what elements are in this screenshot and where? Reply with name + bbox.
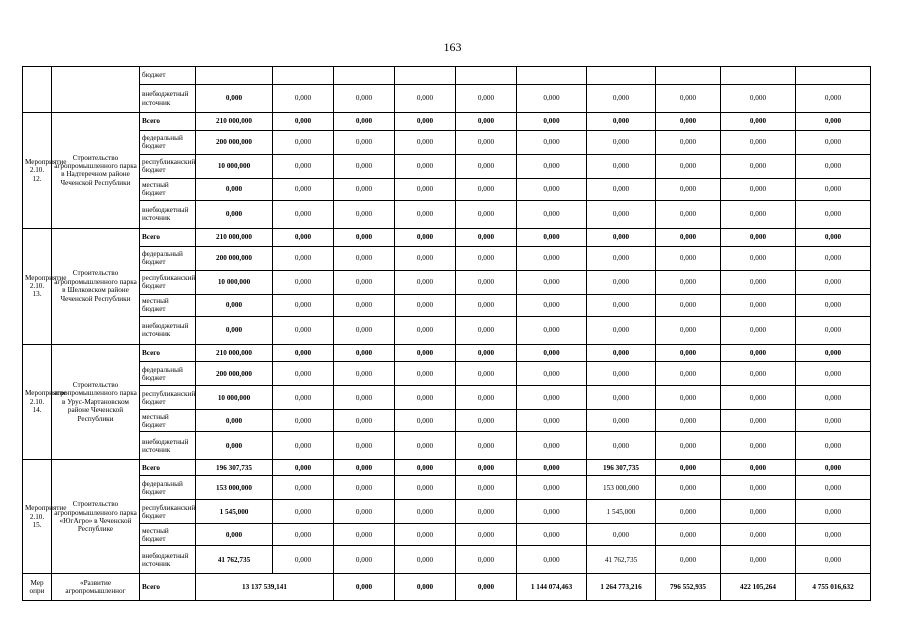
value-cell: 0,000 (196, 294, 273, 316)
value-cell: 0,000 (517, 460, 587, 476)
value-cell: 0,000 (517, 228, 587, 246)
table-row (23, 344, 871, 362)
value-cell: 0,000 (273, 476, 334, 500)
value-cell: 0,000 (721, 294, 796, 316)
value-cell: 210 000,000 (196, 228, 273, 246)
value-cell: 0,000 (656, 270, 721, 294)
table-row (23, 85, 871, 113)
value-cell: 0,000 (273, 228, 334, 246)
value-cell: 0,000 (395, 574, 456, 600)
value-cell: 0,000 (796, 524, 871, 546)
funding-source-cell: внебюджетный источник (140, 200, 196, 228)
value-cell: 0,000 (334, 432, 395, 460)
value-cell: 0,000 (796, 500, 871, 524)
measure-name-cell: Строительство агропромышленного парка в Шелковском районе Чеченской Республики (52, 228, 140, 344)
table-row (23, 362, 871, 386)
value-cell: 0,000 (395, 476, 456, 500)
value-cell: 0,000 (456, 362, 517, 386)
funding-source-cell: республиканский бюджет (140, 270, 196, 294)
value-cell (517, 67, 587, 85)
value-cell: 0,000 (395, 270, 456, 294)
value-cell: 0,000 (395, 410, 456, 432)
page-number: 163 (443, 40, 462, 54)
value-cell: 0,000 (196, 524, 273, 546)
value-cell: 0,000 (334, 154, 395, 178)
value-cell: 1 545,000 (587, 500, 656, 524)
value-cell: 0,000 (196, 432, 273, 460)
value-cell: 0,000 (587, 113, 656, 131)
value-cell: 0,000 (196, 178, 273, 200)
value-cell: 0,000 (334, 228, 395, 246)
value-cell (395, 67, 456, 85)
value-cell: 10 000,000 (196, 386, 273, 410)
value-cell: 1 545,000 (196, 500, 273, 524)
value-cell: 0,000 (721, 410, 796, 432)
value-cell: 0,000 (656, 500, 721, 524)
value-cell: 0,000 (273, 386, 334, 410)
value-cell: 0,000 (334, 200, 395, 228)
value-cell: 0,000 (334, 130, 395, 154)
value-cell: 0,000 (796, 200, 871, 228)
value-cell: 0,000 (395, 246, 456, 270)
table-row (23, 460, 871, 476)
value-cell: 0,000 (721, 228, 796, 246)
value-cell: 1 144 074,463 (517, 574, 587, 600)
value-cell (721, 67, 796, 85)
table-row (23, 67, 871, 85)
value-cell: 0,000 (796, 410, 871, 432)
funding-source-cell: местный бюджет (140, 524, 196, 546)
table-row (23, 154, 871, 178)
value-cell: 0,000 (395, 130, 456, 154)
value-cell: 0,000 (395, 85, 456, 113)
value-cell: 0,000 (456, 130, 517, 154)
value-cell: 4 755 016,632 (796, 574, 871, 600)
value-cell: 0,000 (273, 294, 334, 316)
value-cell: 0,000 (196, 316, 273, 344)
value-cell: 0,000 (721, 546, 796, 574)
value-cell: 0,000 (721, 154, 796, 178)
value-cell: 0,000 (456, 228, 517, 246)
value-cell: 0,000 (196, 200, 273, 228)
value-cell: 0,000 (334, 476, 395, 500)
value-cell: 0,000 (334, 294, 395, 316)
value-cell: 0,000 (796, 154, 871, 178)
value-cell: 0,000 (656, 410, 721, 432)
value-cell: 0,000 (456, 246, 517, 270)
value-cell: 0,000 (721, 130, 796, 154)
value-cell: 0,000 (721, 113, 796, 131)
value-cell: 0,000 (656, 178, 721, 200)
value-cell: 0,000 (656, 524, 721, 546)
value-cell: 0,000 (395, 154, 456, 178)
measure-id-cell (23, 67, 52, 113)
value-cell: 0,000 (334, 270, 395, 294)
value-cell: 0,000 (721, 460, 796, 476)
value-cell: 0,000 (395, 386, 456, 410)
value-cell: 0,000 (587, 432, 656, 460)
value-cell: 13 137 539,141 (196, 574, 334, 600)
funding-source-cell: Всего (140, 460, 196, 476)
value-cell: 0,000 (395, 432, 456, 460)
value-cell: 0,000 (587, 410, 656, 432)
table-row (23, 524, 871, 546)
funding-source-cell: внебюджетный источник (140, 316, 196, 344)
value-cell: 0,000 (395, 460, 456, 476)
table-row (23, 432, 871, 460)
value-cell: 0,000 (456, 432, 517, 460)
value-cell: 0,000 (587, 344, 656, 362)
value-cell: 0,000 (273, 524, 334, 546)
value-cell: 0,000 (587, 386, 656, 410)
value-cell: 41 762,735 (196, 546, 273, 574)
funding-source-cell: Всего (140, 344, 196, 362)
value-cell: 0,000 (273, 113, 334, 131)
value-cell: 0,000 (273, 270, 334, 294)
value-cell: 0,000 (456, 178, 517, 200)
value-cell: 0,000 (395, 178, 456, 200)
value-cell: 196 307,735 (587, 460, 656, 476)
value-cell: 0,000 (334, 316, 395, 344)
funding-source-cell: внебюджетный источник (140, 85, 196, 113)
value-cell: 0,000 (721, 200, 796, 228)
value-cell: 0,000 (587, 154, 656, 178)
value-cell: 0,000 (334, 246, 395, 270)
value-cell: 0,000 (796, 546, 871, 574)
value-cell: 0,000 (656, 246, 721, 270)
value-cell: 0,000 (656, 386, 721, 410)
value-cell: 200 000,000 (196, 246, 273, 270)
funding-source-cell: Всего (140, 574, 196, 600)
value-cell: 0,000 (517, 546, 587, 574)
value-cell: 196 307,735 (196, 460, 273, 476)
value-cell: 10 000,000 (196, 270, 273, 294)
value-cell: 0,000 (587, 200, 656, 228)
value-cell: 0,000 (395, 113, 456, 131)
value-cell: 0,000 (796, 386, 871, 410)
value-cell: 0,000 (721, 476, 796, 500)
value-cell: 0,000 (456, 113, 517, 131)
value-cell: 0,000 (517, 154, 587, 178)
value-cell (273, 67, 334, 85)
value-cell: 0,000 (656, 344, 721, 362)
value-cell: 0,000 (456, 294, 517, 316)
value-cell: 0,000 (334, 524, 395, 546)
measure-name-cell: Строительство агропромышленного парка «ЮгАгро» в Чеченской Республике (52, 460, 140, 574)
funding-source-cell: местный бюджет (140, 294, 196, 316)
table-row (23, 500, 871, 524)
value-cell: 0,000 (721, 246, 796, 270)
value-cell: 0,000 (796, 316, 871, 344)
value-cell (796, 67, 871, 85)
value-cell: 0,000 (456, 524, 517, 546)
value-cell: 0,000 (334, 460, 395, 476)
value-cell: 0,000 (587, 130, 656, 154)
value-cell: 0,000 (796, 344, 871, 362)
value-cell: 0,000 (587, 524, 656, 546)
value-cell: 0,000 (721, 362, 796, 386)
value-cell: 0,000 (334, 546, 395, 574)
value-cell (456, 67, 517, 85)
value-cell: 0,000 (517, 344, 587, 362)
value-cell: 0,000 (395, 500, 456, 524)
value-cell: 153 000,000 (587, 476, 656, 500)
measure-id-cell: Мероприятие 2.10. 12. (23, 113, 52, 229)
value-cell: 0,000 (273, 246, 334, 270)
value-cell: 0,000 (517, 432, 587, 460)
measure-name-cell: «Развитие агропромышленног (52, 574, 140, 600)
value-cell: 0,000 (456, 344, 517, 362)
funding-source-cell: республиканский бюджет (140, 500, 196, 524)
value-cell: 0,000 (721, 386, 796, 410)
budget-table (22, 66, 871, 601)
value-cell: 0,000 (796, 362, 871, 386)
measure-id-cell: Мероприятие 2.10. 14. (23, 344, 52, 460)
table-row (23, 200, 871, 228)
value-cell: 41 762,735 (587, 546, 656, 574)
value-cell: 0,000 (273, 410, 334, 432)
value-cell: 200 000,000 (196, 362, 273, 386)
value-cell: 0,000 (273, 85, 334, 113)
value-cell: 0,000 (334, 574, 395, 600)
value-cell: 0,000 (517, 410, 587, 432)
value-cell: 0,000 (517, 178, 587, 200)
value-cell: 0,000 (721, 85, 796, 113)
value-cell: 0,000 (517, 524, 587, 546)
value-cell: 0,000 (456, 316, 517, 344)
value-cell: 0,000 (273, 200, 334, 228)
value-cell: 0,000 (456, 386, 517, 410)
funding-source-cell: внебюджетный источник (140, 432, 196, 460)
value-cell: 0,000 (587, 294, 656, 316)
value-cell: 0,000 (656, 546, 721, 574)
value-cell: 0,000 (587, 316, 656, 344)
value-cell: 0,000 (273, 546, 334, 574)
value-cell: 0,000 (334, 386, 395, 410)
value-cell (656, 67, 721, 85)
value-cell: 0,000 (796, 432, 871, 460)
table-row (23, 294, 871, 316)
table-row (23, 410, 871, 432)
value-cell: 1 264 773,216 (587, 574, 656, 600)
table-row (23, 130, 871, 154)
value-cell: 0,000 (517, 362, 587, 386)
value-cell: 0,000 (656, 154, 721, 178)
table-row (23, 546, 871, 574)
value-cell: 0,000 (796, 228, 871, 246)
value-cell: 0,000 (656, 228, 721, 246)
funding-source-cell: республиканский бюджет (140, 386, 196, 410)
measure-id-cell: Мероприятие 2.10. 15. (23, 460, 52, 574)
value-cell: 0,000 (721, 524, 796, 546)
value-cell: 0,000 (456, 410, 517, 432)
value-cell: 0,000 (273, 460, 334, 476)
value-cell: 0,000 (273, 154, 334, 178)
value-cell: 0,000 (587, 270, 656, 294)
value-cell: 0,000 (656, 460, 721, 476)
value-cell: 0,000 (721, 270, 796, 294)
value-cell: 0,000 (721, 316, 796, 344)
funding-source-cell: местный бюджет (140, 178, 196, 200)
value-cell: 0,000 (273, 362, 334, 386)
value-cell: 0,000 (517, 386, 587, 410)
value-cell: 0,000 (395, 344, 456, 362)
value-cell: 0,000 (796, 130, 871, 154)
value-cell: 0,000 (721, 432, 796, 460)
value-cell: 0,000 (517, 294, 587, 316)
measure-name-cell: Строительство агропромышленного парка в Урус-Мартановском районе Чеченской Республики (52, 344, 140, 460)
value-cell: 0,000 (395, 362, 456, 386)
value-cell (334, 67, 395, 85)
measure-id-cell: Мероприятие 2.10. 13. (23, 228, 52, 344)
value-cell: 0,000 (395, 228, 456, 246)
value-cell: 0,000 (517, 270, 587, 294)
funding-source-cell: внебюджетный источник (140, 546, 196, 574)
value-cell: 0,000 (721, 344, 796, 362)
value-cell: 210 000,000 (196, 344, 273, 362)
value-cell: 0,000 (395, 200, 456, 228)
value-cell: 0,000 (587, 85, 656, 113)
value-cell: 200 000,000 (196, 130, 273, 154)
value-cell: 0,000 (456, 574, 517, 600)
value-cell: 0,000 (456, 476, 517, 500)
funding-source-cell: федеральный бюджет (140, 130, 196, 154)
measure-id-cell: Мер опри (23, 574, 52, 600)
value-cell: 0,000 (656, 316, 721, 344)
value-cell: 0,000 (656, 200, 721, 228)
table-row (23, 270, 871, 294)
value-cell: 10 000,000 (196, 154, 273, 178)
value-cell: 0,000 (587, 228, 656, 246)
value-cell: 0,000 (656, 113, 721, 131)
table-row (23, 246, 871, 270)
value-cell: 0,000 (587, 246, 656, 270)
value-cell: 0,000 (273, 316, 334, 344)
value-cell: 0,000 (796, 246, 871, 270)
value-cell: 796 552,935 (656, 574, 721, 600)
value-cell: 0,000 (517, 500, 587, 524)
value-cell: 0,000 (334, 85, 395, 113)
value-cell: 0,000 (456, 270, 517, 294)
value-cell: 0,000 (456, 85, 517, 113)
funding-source-cell: федеральный бюджет (140, 246, 196, 270)
table-row (23, 386, 871, 410)
value-cell: 0,000 (796, 113, 871, 131)
value-cell: 0,000 (656, 432, 721, 460)
funding-source-cell: Всего (140, 113, 196, 131)
value-cell (587, 67, 656, 85)
value-cell: 0,000 (517, 130, 587, 154)
value-cell: 0,000 (796, 85, 871, 113)
value-cell: 0,000 (721, 500, 796, 524)
value-cell: 0,000 (721, 178, 796, 200)
value-cell: 0,000 (273, 344, 334, 362)
value-cell: 0,000 (196, 85, 273, 113)
value-cell: 0,000 (656, 130, 721, 154)
value-cell: 0,000 (273, 178, 334, 200)
funding-source-cell: федеральный бюджет (140, 476, 196, 500)
value-cell: 0,000 (456, 154, 517, 178)
table-row (23, 476, 871, 500)
value-cell: 0,000 (334, 500, 395, 524)
value-cell: 0,000 (456, 200, 517, 228)
value-cell: 0,000 (334, 113, 395, 131)
value-cell: 0,000 (334, 410, 395, 432)
value-cell: 0,000 (517, 246, 587, 270)
value-cell: 0,000 (456, 460, 517, 476)
value-cell: 0,000 (796, 294, 871, 316)
value-cell: 0,000 (796, 270, 871, 294)
table-row (23, 316, 871, 344)
value-cell: 0,000 (517, 316, 587, 344)
measure-name-cell: Строительство агропромышленного парка в Надтеречном районе Чеченской Республики (52, 113, 140, 229)
value-cell: 210 000,000 (196, 113, 273, 131)
measure-name-cell (52, 67, 140, 113)
value-cell: 0,000 (587, 362, 656, 386)
value-cell: 153 000,000 (196, 476, 273, 500)
value-cell: 0,000 (456, 500, 517, 524)
table-row (23, 113, 871, 131)
value-cell: 0,000 (395, 524, 456, 546)
value-cell: 0,000 (656, 362, 721, 386)
table-row (23, 574, 871, 600)
value-cell: 0,000 (273, 432, 334, 460)
value-cell: 0,000 (587, 178, 656, 200)
value-cell: 0,000 (273, 500, 334, 524)
table-row (23, 228, 871, 246)
table-row (23, 178, 871, 200)
funding-source-cell: бюджет (140, 67, 196, 85)
value-cell: 422 105,264 (721, 574, 796, 600)
value-cell: 0,000 (796, 460, 871, 476)
value-cell: 0,000 (395, 294, 456, 316)
value-cell (196, 67, 273, 85)
funding-source-cell: республиканский бюджет (140, 154, 196, 178)
value-cell: 0,000 (796, 178, 871, 200)
funding-source-cell: местный бюджет (140, 410, 196, 432)
value-cell: 0,000 (517, 476, 587, 500)
funding-source-cell: федеральный бюджет (140, 362, 196, 386)
value-cell: 0,000 (656, 476, 721, 500)
value-cell: 0,000 (656, 294, 721, 316)
value-cell: 0,000 (334, 178, 395, 200)
funding-source-cell: Всего (140, 228, 196, 246)
value-cell: 0,000 (796, 476, 871, 500)
value-cell: 0,000 (196, 410, 273, 432)
value-cell: 0,000 (273, 130, 334, 154)
value-cell: 0,000 (334, 362, 395, 386)
value-cell: 0,000 (517, 85, 587, 113)
value-cell: 0,000 (395, 546, 456, 574)
value-cell: 0,000 (456, 546, 517, 574)
value-cell: 0,000 (517, 200, 587, 228)
value-cell: 0,000 (517, 113, 587, 131)
value-cell: 0,000 (656, 85, 721, 113)
value-cell: 0,000 (334, 344, 395, 362)
value-cell: 0,000 (395, 316, 456, 344)
